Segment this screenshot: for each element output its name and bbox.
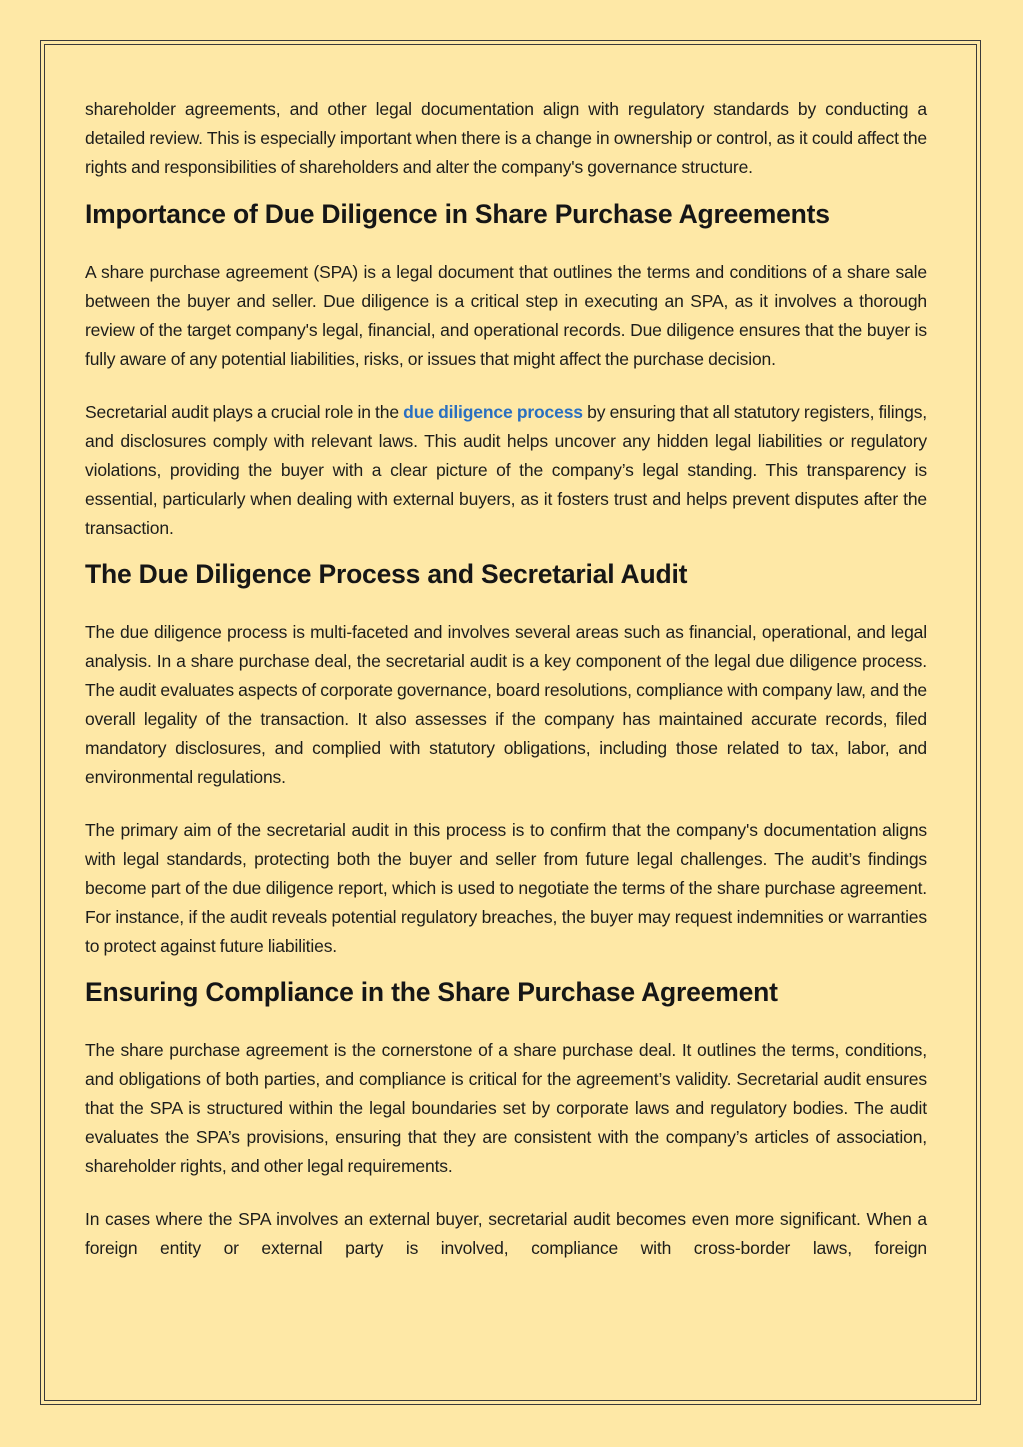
secretarial-audit-aim-paragraph: The primary aim of the secretarial audit in this process is to confirm that the company's documentation aligns with legal standards, protecting both the buyer and seller from future legal challenges. The audit’s findings become part of the due diligence report, which is used to negotiate the terms of the share purchase agreement. For instance, if the audit reveals potential regulatory breaches, the buyer may request indemnities or warranties to protect against future liabilities.	[85, 820, 927, 956]
section-heading-importance-of-due-diligence: Importance of Due Diligence in Share Purchase Agreements	[85, 199, 830, 229]
spa-compliance-paragraph: The share purchase agreement is the cornerstone of a share purchase deal. It outlines the terms, conditions, and obligations of both parties, and compliance is critical for the agreement’s validity. Secretarial audit ensures that the SPA is structured within the legal boundaries set by corporate laws and regulatory bodies. The audit evaluates the SPA’s provisions, ensuring that they are consistent with the company’s articles of association, shareholder rights, and other legal requirements.	[85, 1040, 927, 1176]
external-buyer-paragraph: In cases where the SPA involves an external buyer, secretarial audit becomes even more significant. When a foreign entity or external party is involved, compliance with cross-border laws, foreign	[85, 1209, 927, 1258]
paragraph-text-after-link: by ensuring that all statutory registers, filings, and disclosures comply with relevant laws. This audit helps uncover any hidden legal liabilities or regulatory violations, providing the buyer with a clear picture of the company’s legal standing. This transparency is essential, particularly when dealing with external buyers, as it fosters trust and helps prevent disputes after the transaction.	[85, 402, 928, 538]
paragraph-text-before-link: Secretarial audit plays a crucial role in the	[85, 402, 404, 422]
document-body	[85, 95, 927, 1263]
secretarial-audit-role-paragraph	[85, 398, 927, 543]
due-diligence-process-link[interactable]: due diligence process	[403, 402, 583, 422]
due-diligence-process-paragraph: The due diligence process is multi-faceted and involves several areas such as financial, operational, and legal analysis. In a share purchase deal, the secretarial audit is a key component of the legal due diligence process. The audit evaluates aspects of corporate governance, board resolutions, compliance with company law, and the overall legality of the transaction. It also assesses if the company has maintained accurate records, filed mandatory disclosures, and complied with statutory obligations, including those related to tax, labor, and environmental regulations.	[85, 622, 927, 787]
section-heading-due-diligence-process: The Due Diligence Process and Secretarial Audit	[85, 559, 688, 589]
spa-definition-paragraph: A share purchase agreement (SPA) is a legal document that outlines the terms and conditions of a share sale between the buyer and seller. Due diligence is a critical step in executing an SPA, as it involves a thorough review of the target company's legal, financial, and operational records. Due diligence ensures that the buyer is fully aware of any potential liabilities, risks, or issues that might affect the purchase decision.	[85, 262, 927, 369]
section-heading-ensuring-compliance: Ensuring Compliance in the Share Purchase Agreement	[85, 977, 778, 1007]
intro-paragraph: shareholder agreements, and other legal documentation align with regulatory standards by conducting a detailed review. This is especially important when there is a change in ownership or control, as it could affect the rights and responsibilities of shareholders and alter the company's governance structure.	[85, 99, 927, 177]
